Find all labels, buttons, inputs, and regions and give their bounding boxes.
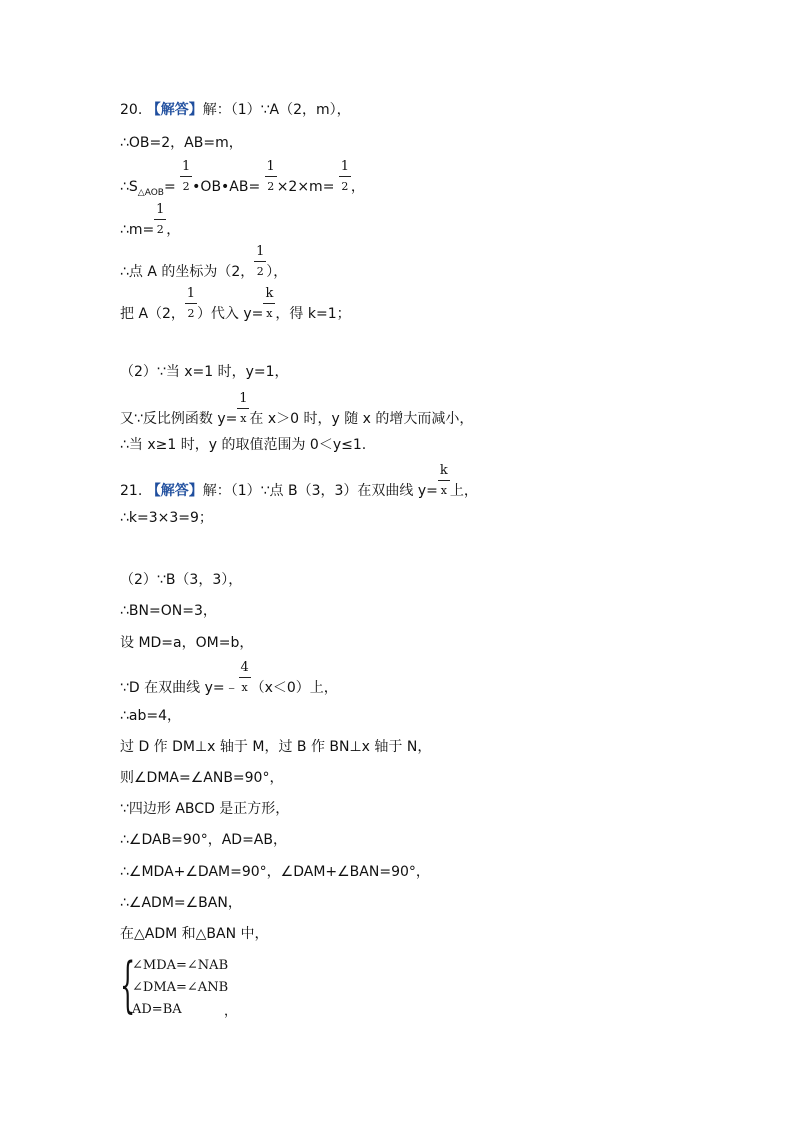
- q20-line-6: 把 A（2， 1 2 ）代入 y= k x ，得 k=1；: [120, 286, 351, 322]
- q21-line-5: 设 MD=a，OM=b，: [120, 635, 254, 651]
- system-row-2: ∠DMA=∠ANB: [132, 980, 229, 995]
- q21-line-11: ∴∠DAB=90°，AD=AB，: [120, 832, 287, 848]
- q20-line-1: 20. 【解答】解：（1）∵A（2，m），: [120, 102, 351, 118]
- q20-line-2: ∴OB=2，AB=m，: [120, 135, 243, 151]
- fraction-k-over-x: k x: [263, 304, 275, 324]
- system-row-1: ∠MDA=∠NAB: [132, 958, 229, 973]
- fraction-one-half: 1 2: [182, 159, 191, 193]
- fraction-one-over-x: 1 x: [239, 391, 248, 425]
- q21-line-3: （2）∵B（3，3），: [120, 572, 243, 588]
- q20-number: 20.: [120, 102, 143, 118]
- system-row-3: AD=BA: [132, 1002, 182, 1017]
- fraction-one-half: 1 2: [186, 286, 196, 320]
- fraction-one-half: 1 2: [156, 202, 165, 236]
- fraction-one-half: 1 2: [340, 159, 350, 193]
- q21-line-12: ∴∠MDA+∠DAM=90°，∠DAM+∠BAN=90°，: [120, 864, 430, 880]
- q21-answer-label: 【解答】: [146, 483, 203, 499]
- q21-line-2: ∴k=3×3=9；: [120, 510, 213, 526]
- q21-line-10: ∵四边形 ABCD 是正方形，: [120, 801, 290, 817]
- q21-line-8: 过 D 作 DM⊥x 轴于 M，过 B 作 BN⊥x 轴于 N，: [120, 739, 432, 755]
- q20-line-8: 又∵反比例函数 y= 1 x 在 x＞0 时，y 随 x 的增大而减小，: [120, 391, 474, 427]
- q21-line-14: 在△ADM 和△BAN 中，: [120, 926, 269, 942]
- equation-system: [120, 950, 260, 1021]
- q21-number: 21.: [120, 483, 143, 499]
- q20-line-3: $\therefore S_{\triangle AOB}=$ 1 2 •OB•AB= 1 2 ×2×m= 1 2 ，: [120, 159, 365, 198]
- q21-line-6: ∵D 在双曲线 y=﹣ 4 x （x＜0）上，: [120, 660, 338, 696]
- q21-line-13: ∴∠ADM=∠BAN，: [120, 895, 242, 911]
- q21-line-9: 则∠DMA=∠ANB=90°，: [120, 770, 284, 786]
- q20-answer-label: 【解答】: [146, 102, 203, 118]
- fraction-four-over-x: 4 x: [240, 660, 249, 694]
- left-brace: {: [120, 950, 136, 1020]
- q20-line-5: ∴点 A 的坐标为（2， 1 2 ），: [120, 244, 288, 280]
- q21-line-4: ∴BN=ON=3，: [120, 603, 217, 619]
- fraction-k-over-x: k x: [438, 481, 450, 501]
- fraction-one-half: 1 2: [266, 159, 275, 193]
- q20-line-9: ∴当 x≥1 时，y 的取值范围为 0＜y≤1.: [120, 437, 367, 453]
- q20-line-7: （2）∵当 x=1 时，y=1，: [120, 364, 289, 380]
- q21-line-7: ∴ab=4，: [120, 708, 182, 724]
- q21-line-1: 21. 【解答】解：（1）∵点 B（3，3）在双曲线 y= k x 上，: [120, 463, 478, 499]
- system-trailing-comma: ，: [224, 1004, 238, 1019]
- q20-line-4: ∴m= 1 2 ，: [120, 202, 181, 238]
- fraction-one-half: 1 2: [256, 244, 265, 278]
